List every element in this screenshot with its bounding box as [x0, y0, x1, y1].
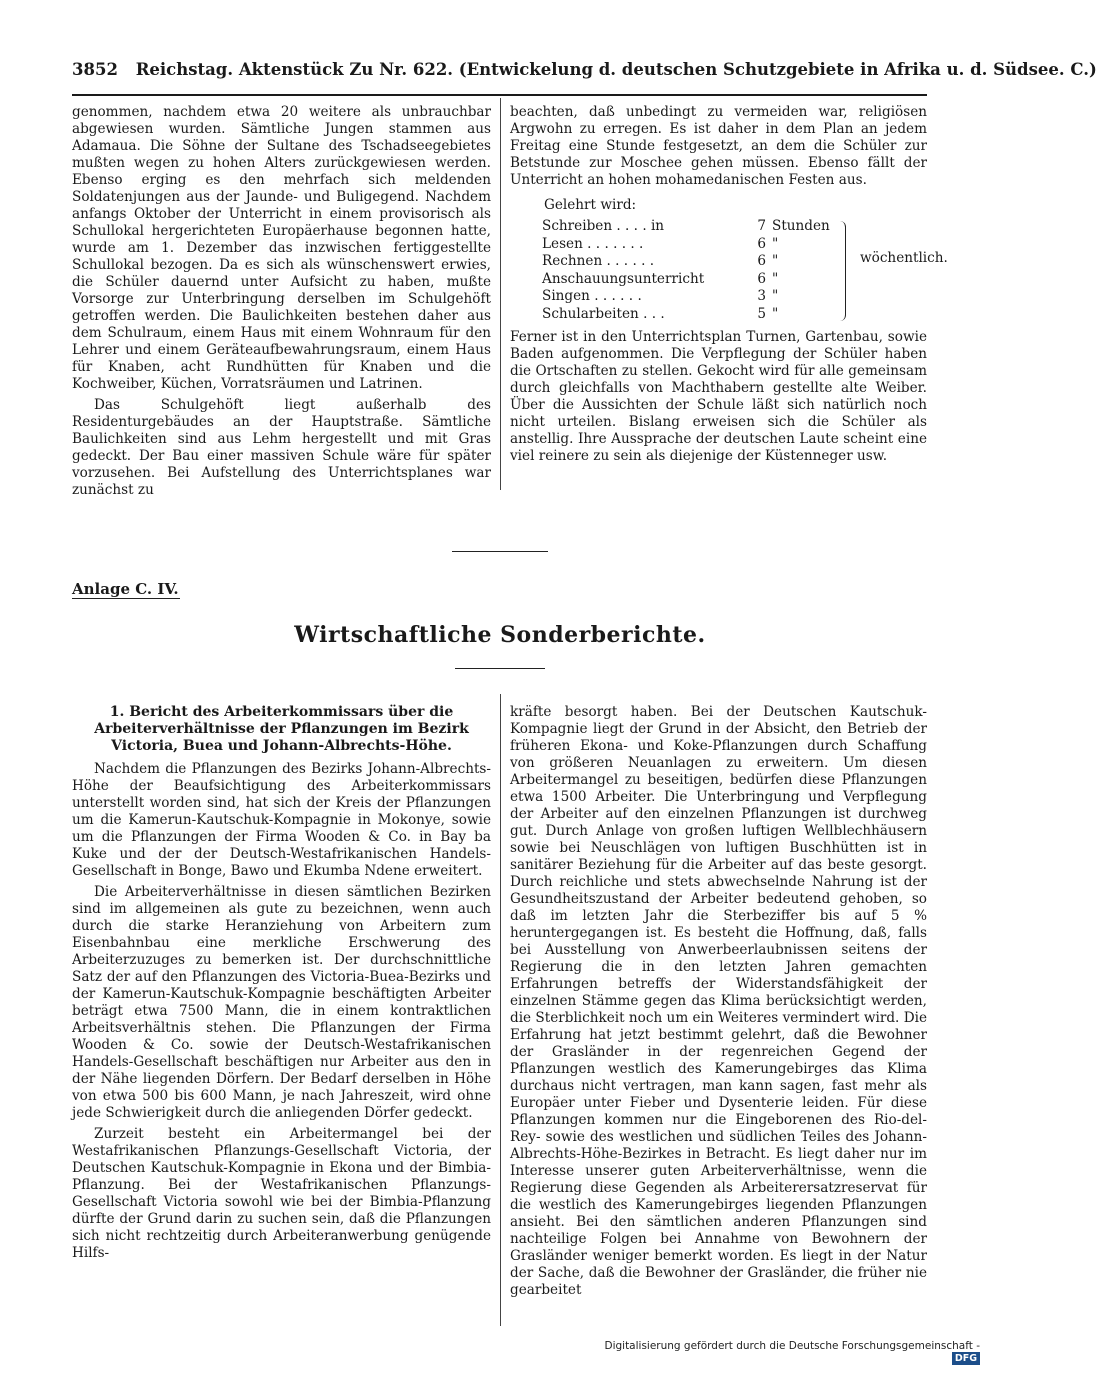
timetable-subject: Schreiben . . . . in [542, 218, 665, 234]
timetable-hours: 6 [757, 253, 766, 269]
timetable-subject: Lesen . . . . . . . [542, 235, 644, 252]
timetable-weekly-label: wöchentlich. [860, 250, 948, 266]
appendix-label: Anlage C. IV. [72, 580, 179, 598]
timetable-subject: Rechnen . . . . . . [542, 253, 655, 269]
timetable [542, 218, 948, 323]
timetable-row [542, 288, 902, 306]
timetable-unit: " [772, 235, 779, 252]
timetable-row [542, 271, 902, 289]
digitization-footer [600, 1340, 980, 1364]
section-title-rule [455, 668, 545, 669]
timetable-hours: 6 [757, 270, 766, 287]
article-left-paragraph-1: Nachdem die Pflanzungen des Bezirks Johann-Albrechts-Höhe der Beaufsichtigung des Arbeiterkommissars unterstellt worden sind, hat sich der Kreis der Pflanzungen um die Kamerun-Kautschuk-Kompagnie in Mokonye, sowie um die Pflanzungen der Firma Wooden & Co. in Bay ba Kuke und der der Deutsch-Westafrikanischen Handels-Gesellschaft in Bonge, Bawo und Ekumba Ndene erweitert. [72, 761, 491, 879]
top-left-paragraph-1: genommen, nachdem etwa 20 weitere als unbrauchbar abgewiesen wurden. Sämtliche Jungen stammen aus Adamaua. Die Söhne der Sultane des Tschadseegebietes mußten wegen zu hohen Alters zurückgewiesen werden. Ebenso erging es den mehrfach sich meldenden Soldatenjungen aus der Jaunde- und Buligegend. Nachdem anfangs Oktober der Unterricht in einem provisorisch als Schullokal hergerichteten Europäerhause begonnen hatte, wurde am 1. Dezember das inzwischen fertiggestellte Schullokal bezogen. Da es sich als wünschenswert erwies, die Schüler dauernd unter Aufsicht zu haben, mußte Vorsorge zur Unterbringung derselben im Schulgehöft getroffen werden. Die Baulichkeiten bestehen daher aus dem Schulraum, einem Haus mit einem Wohnraum für den Lehrer und einem Geräteaufbewahrungsraum, einem Haus für Knaben, acht Rundhütten für Knaben und die Kochweiber, Küchen, Vorratsräumen und Latrinen. [72, 104, 491, 392]
top-left-paragraph-2: Das Schulgehöft liegt außerhalb des Residenturgebäudes an der Hauptstraße. Sämtliche Baulichkeiten sind aus Lehm hergestellt und mit Gras gedeckt. Der Bau einer massiven Schule wäre für später vorzusehen. Bei Aufstellung des Unterrichtsplanes war zunächst zu [72, 397, 491, 498]
top-right-paragraph-2: Ferner ist in den Unterrichtsplan Turnen, Gartenbau, sowie Baden aufgenommen. Die Verpflegung der Schüler haben die Ortschaften zu stellen. Gekocht wird für alle gemeinsam durch gleichfalls von Machthabern gestellte alte Weiber. Über die Aussichten der Schule läßt sich natürlich noch nicht urteilen. Bislang erweisen sich die Schüler als anstellig. Ihre Aussprache der deutschen Laute scheint eine viel reinere zu sein als diejenige der Küstenneger usw. [510, 329, 927, 464]
running-title: Reichstag. Aktenstück Zu Nr. 622. (Entwickelung d. deutschen Schutzgebiete in Afrika u. d. Südsee. C.) [135, 60, 1097, 79]
column-divider-bottom [500, 694, 501, 1326]
running-header [72, 60, 1097, 90]
column-divider-top [500, 98, 501, 490]
article-left-column [72, 704, 491, 1262]
article-right-column [510, 704, 927, 1299]
timetable-subject: Anschauungsunterricht [542, 270, 705, 287]
timetable-hours: 5 [757, 305, 766, 322]
page-number: 3852 [72, 60, 118, 79]
timetable-subject: Singen . . . . . . [542, 288, 642, 304]
appendix-underline [72, 598, 180, 599]
timetable-brace [840, 221, 846, 321]
article-title: 1. Bericht des Arbeiterkommissars über die Arbeiterverhältnisse der Pflanzungen im Bezirk Victoria, Buea und Johann-Albrechts-Höhe. [94, 704, 469, 754]
top-right-column [510, 104, 948, 465]
timetable-unit: " [772, 253, 779, 269]
timetable-hours: 7 [757, 218, 766, 234]
article-left-paragraph-2: Die Arbeiterverhältnisse in diesen sämtlichen Bezirken sind im allgemeinen als gute zu bezeichnen, wenn auch durch die starke Heranziehung von Arbeitern zum Eisenbahnbau eine merkliche Erschwerung des Arbeiterzuzuges zu bemerken ist. Der durchschnittliche Satz der auf den Pflanzungen des Victoria-Buea-Bezirks und der Kamerun-Kautschuk-Kompagnie beschäftigten Arbeiter beträgt etwa 7500 Mann, die in einem kontraktlichen Arbeitsverhältnis stehen. Die Pflanzungen der Firma Wooden & Co. sowie der Deutsch-Westafrikanischen Handels-Gesellschaft beschäftigen nur Arbeiter aus den in der Nähe liegenden Dörfern. Der Bedarf derselben in Höhe von etwa 500 bis 600 Mann, je nach Jahreszeit, wird ohne jede Schwierigkeit durch die anliegenden Dörfer gedeckt. [72, 884, 491, 1121]
timetable-row [542, 253, 902, 271]
timetable-row [542, 236, 902, 254]
separator-rule [452, 551, 548, 552]
timetable-row [542, 218, 902, 236]
timetable-hours: 3 [757, 288, 766, 304]
article-left-paragraph-3: Zurzeit besteht ein Arbeitermangel bei der Westafrikanischen Pflanzungs-Gesellschaft Victoria, der Deutschen Kautschuk-Kompagnie in Ekona und der Bimbia-Pflanzung. Bei der Westafrikanischen Pflanzungs-Gesellschaft Victoria sowohl wie bei der Bimbia-Pflanzung dürfte der Grund darin zu suchen sein, daß die Pflanzungen sich nicht rechtzeitig durch Arbeiteranwerbung genügende Hilfs- [72, 1126, 491, 1261]
timetable-heading: Gelehrt wird: [544, 197, 637, 213]
timetable-unit: " [772, 270, 779, 287]
timetable-unit: " [772, 288, 779, 304]
timetable-unit: " [772, 305, 779, 322]
top-left-column [72, 104, 491, 499]
timetable-hours: 6 [757, 235, 766, 252]
timetable-row [542, 306, 902, 324]
dfg-logo-icon: DFG [952, 1352, 980, 1365]
header-rule [72, 94, 927, 96]
timetable-subject: Schularbeiten . . . [542, 305, 665, 322]
top-right-paragraph-1: beachten, daß unbedingt zu vermeiden war, religiösen Argwohn zu erregen. Es ist daher in dem Plan an jedem Freitag eine Stunde festgesetzt, an dem die Schüler zur Betstunde zur Moschee gehen müssen. Ebenso fällt der Unterricht an hohen mohamedanischen Festen aus. [510, 104, 927, 188]
footer-text: Digitalisierung gefördert durch die Deutsche Forschungsgemeinschaft - [604, 1340, 980, 1352]
article-right-paragraph-1: kräfte besorgt haben. Bei der Deutschen Kautschuk-Kompagnie liegt der Grund in der Absicht, den Betrieb der früheren Ekona- und Koke-Pflanzungen durch Schaffung von größeren Neuanlagen zu erweitern. Um diesen Arbeitermangel zu beseitigen, bedürfen diese Pflanzungen etwa 1500 Arbeiter. Die Unterbringung und Verpflegung der Arbeiter auf den einzelnen Pflanzungen ist durchweg gut. Durch Anlage von großen luftigen Wellblechhäusern sowie bei Neuschlägen von luftigen Buschhütten ist in sanitärer Beziehung für die Arbeiter auf das beste gesorgt. Durch reichliche und stets abwechselnde Nahrung ist der Gesundheitszustand der Arbeiter bedeutend gehoben, so daß im letzten Jahr die Sterbeziffer bis auf 5 % heruntergegangen ist. Es besteht die Hoffnung, daß, falls bei Ausstellung von Anwerbeerlaubnissen seitens der Regierung die in den letzten Jahren gemachten Erfahrungen betreffs der Widerstandsfähigkeit der einzelnen Stämme gegen das Klima berücksichtigt werden, die Sterblichkeit noch um ein Weiteres vermindert wird. Die Erfahrung hat jetzt bestimmt gelehrt, daß die Bewohner der Grasländer in der regenreichen Gegend der Pflanzungen westlich des Kamerungebirges das Klima durchaus nicht vertragen, man kann sagen, fast mehr als Europäer unter Fieber und Dysenterie leiden. Für diese Pflanzungen kommen nur die Eingeborenen des Rio-del-Rey- sowie des westlichen und südlichen Teiles des Johann-Albrechts-Höhe-Bezirkes in Betracht. Es liegt daher nur im Interesse unserer guten Arbeiterverhältnisse, wenn die Regierung diese Gegenden als Arbeiterersatzreservat für die westlich des Kamerungebirges liegenden Pflanzungen ansieht. Bei den sämtlichen anderen Pflanzungen sind nachteilige Folgen bei Annahme von Bewohnern der Grasländer weniger bemerkt worden. Es liegt in der Natur der Sache, daß die Bewohner der Grasländer, die früher nie gearbeitet [510, 704, 927, 1298]
timetable-unit: Stunden [772, 218, 830, 234]
section-title: Wirtschaftliche Sonderberichte. [294, 622, 706, 648]
